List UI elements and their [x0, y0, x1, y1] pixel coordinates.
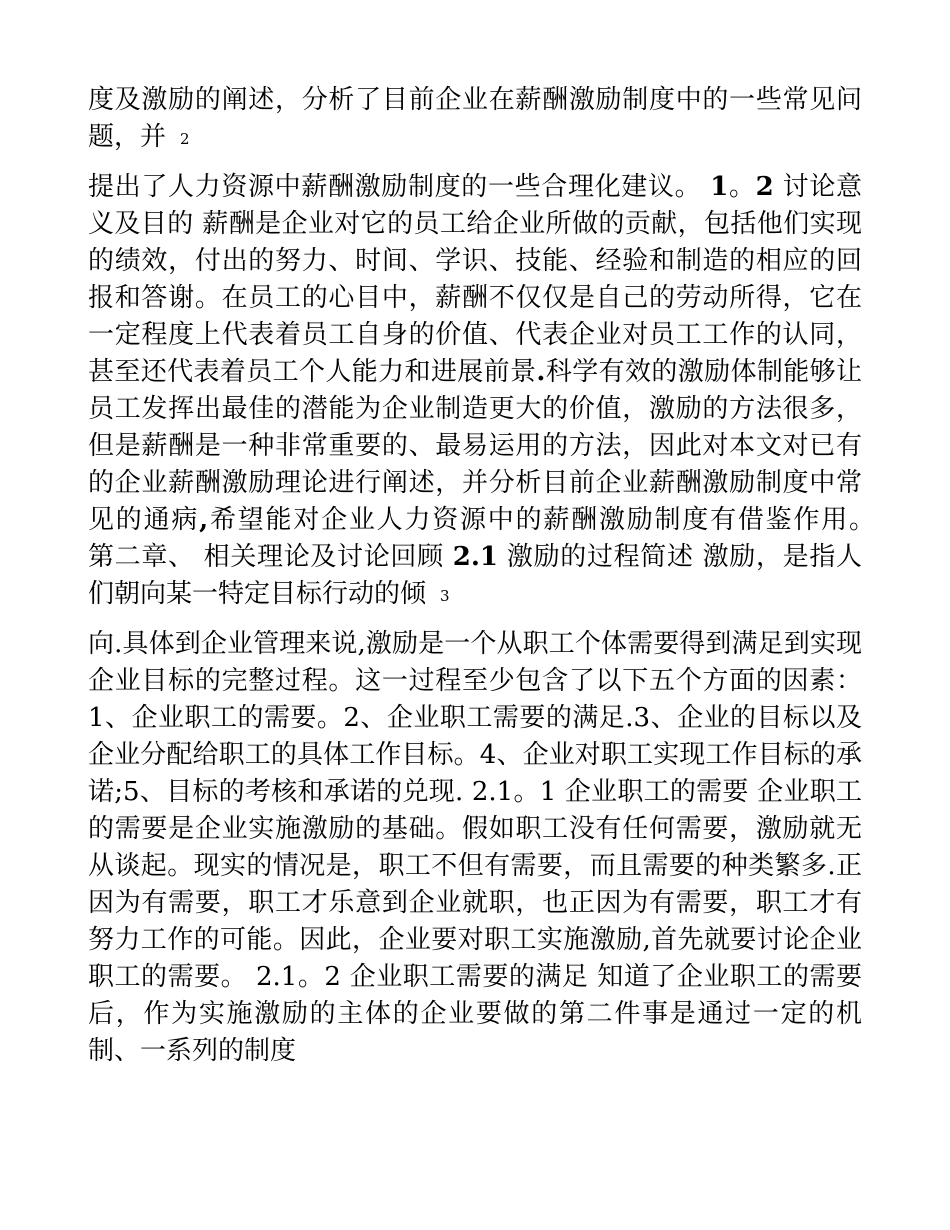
text-segment: 向.具体到企业管理来说,激励是一个从职工个体需要得到满足到实现企业目标的完整过程。这一过程至少包含了以下五个方面的因素：1、企业职工的需要。2、企业职工需要的满足.3、企业的目标以及企业分配给职工的具体工作目标。4、企业对职工实现工作目标的承诺;5、目标的考核和承诺的兑现. 2.1。1 企业职工的需要 企业职工的需要是企业实施激励的基础。假如职工没有任何需要，激励就无从谈起。现实的情况是，职工不但有需要，而且需要的种类繁多.正因为有需要，职工才乐意到企业就职，也正因为有需要，职工才有努力工作的可能。因此，企业要对职工实施激励,首先就要讨论企业职工的需要。 2.1。2 企业职工需要的满足 知道了企业职工的需要后，作为实施激励的主体的企业要做的第二件事是通过一定的机制、一系列的制度	[88, 629, 862, 1066]
bold-punctuation: .	[536, 357, 546, 387]
section-number: 1	[710, 172, 729, 202]
section-number: 2	[755, 172, 774, 202]
text-segment: 激励的过程简述 激励，是指人们朝向某一特定目标行动的倾	[88, 542, 863, 609]
paragraph-3	[88, 626, 862, 1070]
bold-punctuation: ,	[199, 505, 209, 535]
text-segment: 希望能对企业人力资源中的薪酬激励制度有借鉴作用。 第二章、 相关理论及讨论回顾	[88, 505, 888, 572]
page-number: 3	[440, 587, 450, 605]
text-segment: 提出了人力资源中薪酬激励制度的一些合理化建议。	[88, 172, 711, 202]
section-number: 2.1	[452, 542, 498, 572]
text-segment: 讨论意义及目的 薪酬是企业对它的员工给企业所做的贡献，包括他们实现的绩效，付出的努力、时间、学识、技能、经验和制造的相应的回报和答谢。在员工的心目中，薪酬不仅仅是自己的劳动所得，它在一定程度上代表着员工自身的价值、代表企业对员工工作的认同，甚至还代表着员工个人能力和进展前景	[88, 172, 863, 387]
paragraph-2	[88, 169, 888, 615]
text-segment: 。	[728, 172, 756, 202]
text-segment: 科学有效的激励体制能够让员工发挥出最佳的潜能为企业制造更大的价值，激励的方法很多，但是薪酬是一种非常重要的、最易运用的方法，因此对本文对已有的企业薪酬激励理论进行阐述，并分析目前企业薪酬激励制度中常见的通病	[88, 357, 862, 535]
page-number: 2	[180, 130, 190, 148]
text-segment: 度及激励的阐述，分析了目前企业在薪酬激励制度中的一些常见问题，并	[88, 85, 862, 152]
paragraph-1	[88, 82, 862, 158]
